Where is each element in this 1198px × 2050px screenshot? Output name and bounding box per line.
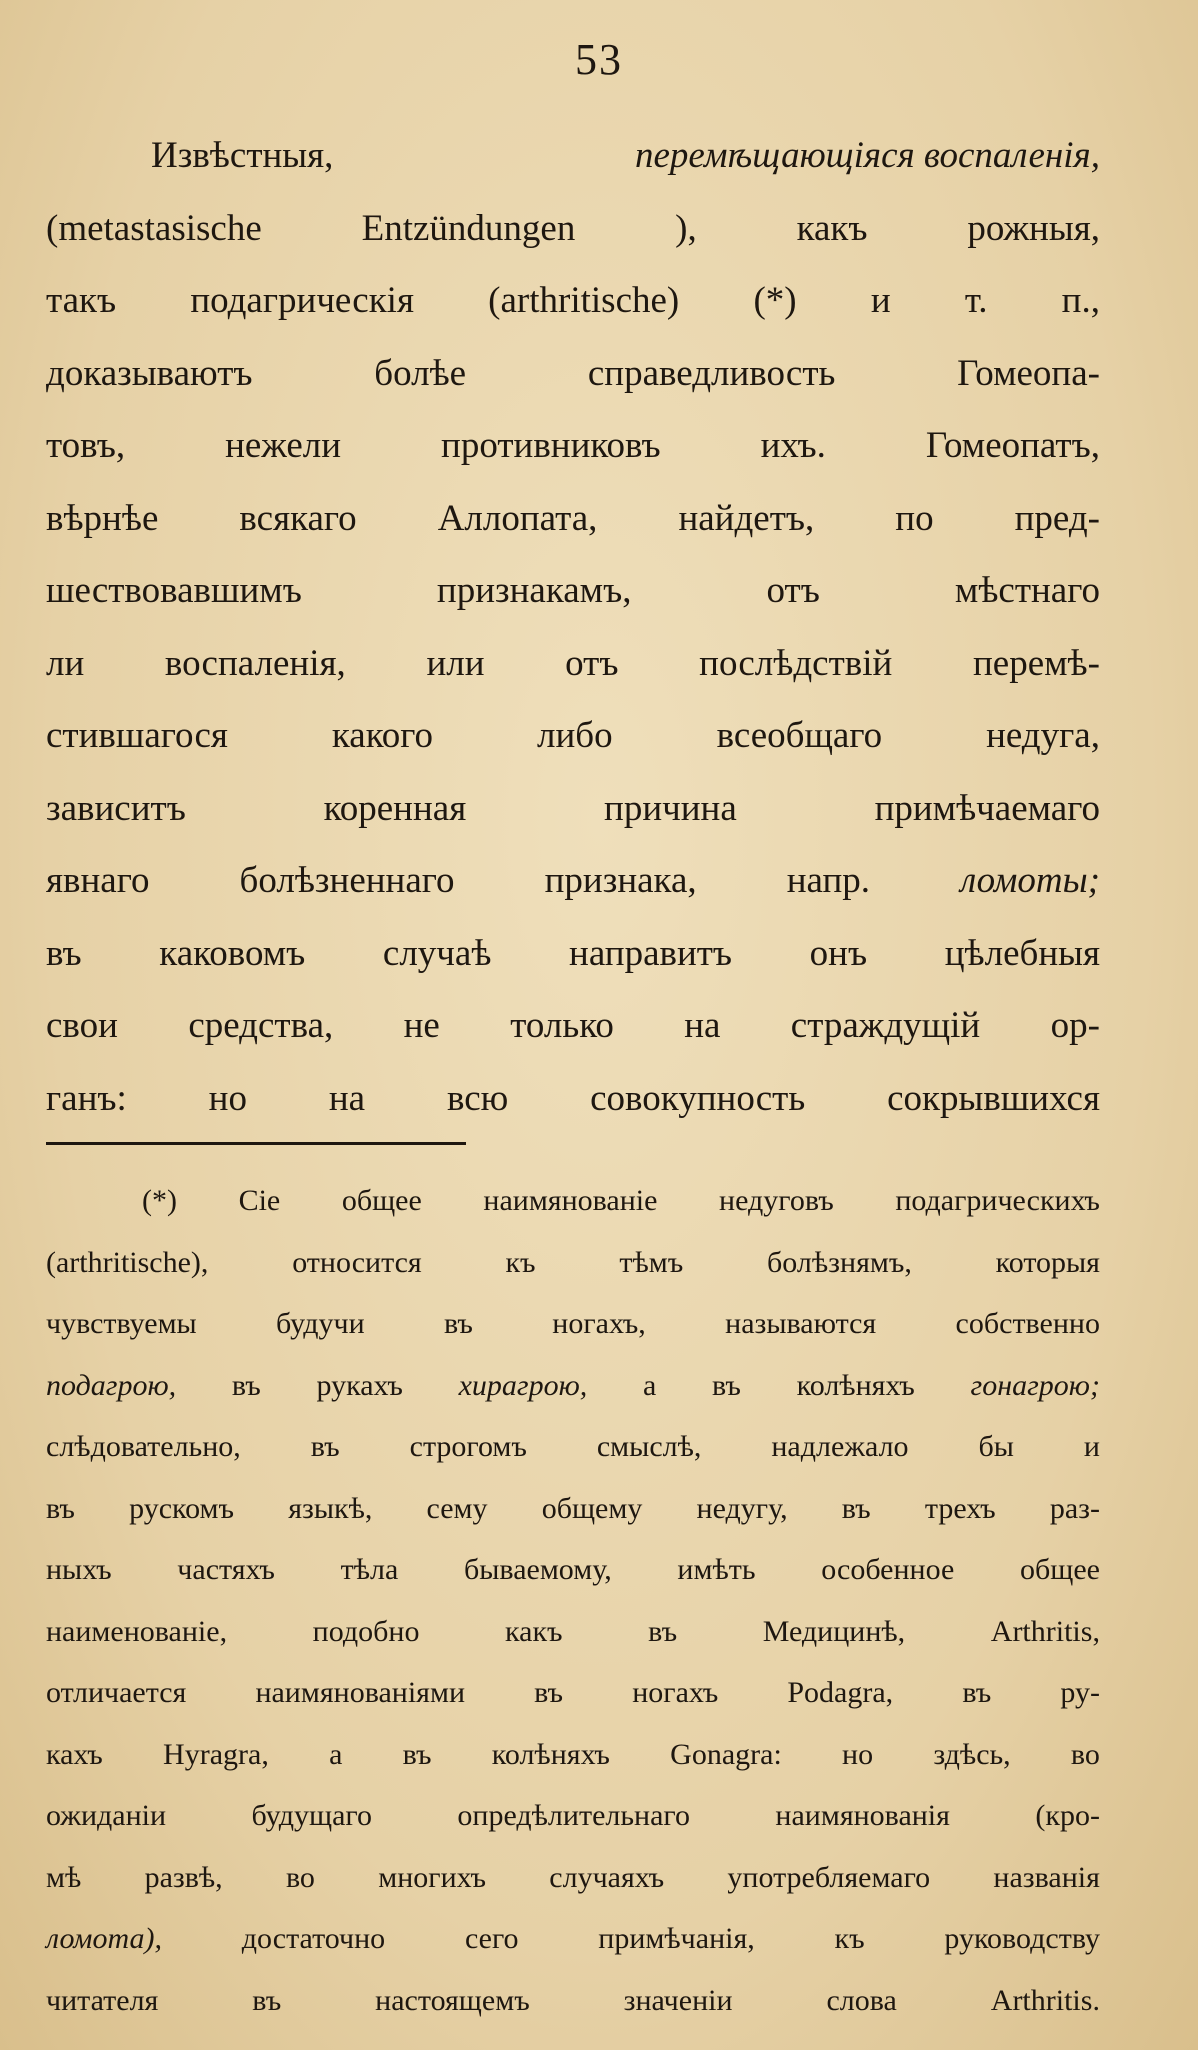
word: тѣла xyxy=(340,1553,399,1586)
word: всеобщаго xyxy=(716,715,883,756)
footnote-line xyxy=(46,1970,1100,2032)
word: наимянованія xyxy=(775,1799,950,1832)
word: общее xyxy=(1020,1553,1100,1586)
word: въ xyxy=(231,1368,261,1402)
word: найдетъ, xyxy=(678,497,815,539)
footnote-line xyxy=(46,1170,1100,1232)
word: примѣчанія, xyxy=(598,1922,755,1955)
footnote-line xyxy=(46,1908,1100,1970)
word: на xyxy=(684,1005,721,1046)
word: чувствуемы xyxy=(46,1307,197,1340)
word: (arthritische), xyxy=(46,1245,209,1279)
word: напр. xyxy=(786,860,870,901)
word: въ xyxy=(444,1307,473,1340)
word: ор- xyxy=(1050,1005,1100,1046)
word: употребляемаго xyxy=(727,1860,931,1894)
word: Hyragra, xyxy=(163,1737,269,1771)
text-line xyxy=(46,773,1100,846)
word: въ xyxy=(46,932,82,974)
footnote-line xyxy=(46,1232,1100,1294)
word: нежели xyxy=(225,425,342,466)
word: какого xyxy=(331,715,434,756)
word: въ xyxy=(534,1676,564,1709)
word: болѣзненнаго xyxy=(239,860,455,901)
word: въ xyxy=(648,1614,678,1648)
footnote-line xyxy=(46,1601,1100,1663)
word: товъ, xyxy=(46,425,126,466)
word: опредѣлительнаго xyxy=(457,1799,690,1832)
word: слова xyxy=(826,1983,897,2017)
footnote-line xyxy=(46,1539,1100,1601)
word: названія xyxy=(993,1860,1100,1894)
word: трехъ xyxy=(924,1491,996,1525)
word: подобно xyxy=(312,1614,420,1648)
word: но xyxy=(208,1077,247,1119)
word: въ xyxy=(841,1491,871,1525)
word: въ xyxy=(712,1368,741,1402)
word: Медицинѣ, xyxy=(762,1614,906,1648)
word: примѣчаемаго xyxy=(874,787,1100,829)
word: Гомеопа- xyxy=(957,352,1100,394)
word: коренная xyxy=(323,787,467,829)
word: справедливость xyxy=(587,352,836,394)
word: пред- xyxy=(1014,497,1100,539)
text-line xyxy=(46,700,1100,773)
word: рожныя, xyxy=(967,207,1100,249)
text-line xyxy=(46,483,1100,556)
word: подагрою, xyxy=(46,1368,177,1402)
word: смыслѣ, xyxy=(596,1430,702,1463)
word: рукахъ xyxy=(316,1368,403,1402)
word: наименованіе, xyxy=(46,1614,228,1648)
word: онъ xyxy=(809,932,868,974)
word: подагрическихъ xyxy=(895,1184,1100,1217)
text-line xyxy=(46,628,1100,701)
word: п., xyxy=(1061,280,1100,321)
footnote-line xyxy=(46,1662,1100,1724)
word: ихъ. xyxy=(760,425,826,466)
word: особенное xyxy=(821,1553,955,1586)
word: Arthritis. xyxy=(990,1983,1100,2017)
word: ломота), xyxy=(46,1922,162,1955)
word: кахъ xyxy=(46,1737,103,1771)
word: явнаго xyxy=(46,860,150,901)
text-line xyxy=(46,845,1100,918)
word: во xyxy=(285,1860,315,1894)
word: будущаго xyxy=(251,1799,372,1832)
word: Извѣстныя, xyxy=(151,135,334,176)
word: здѣсь, xyxy=(933,1737,1011,1771)
word: наимянованіями xyxy=(255,1676,466,1709)
word: общему xyxy=(541,1491,643,1525)
word: колѣняхъ xyxy=(796,1368,915,1402)
word: направитъ xyxy=(569,932,733,974)
word: признака, xyxy=(544,860,697,901)
word: недуга, xyxy=(986,715,1100,756)
word: либо xyxy=(537,715,613,756)
word: отъ xyxy=(565,642,619,684)
word: имѣть xyxy=(677,1553,756,1586)
word: настоящемъ xyxy=(375,1983,530,2017)
word: къ xyxy=(834,1922,865,1955)
word: бы xyxy=(978,1430,1014,1463)
word: Аллопата, xyxy=(437,497,598,539)
word: ломоты; xyxy=(960,860,1100,901)
word: колѣняхъ xyxy=(491,1737,610,1771)
word: шествовавшимъ xyxy=(46,570,302,611)
word: раз- xyxy=(1049,1491,1100,1525)
word: или xyxy=(426,642,485,684)
word: Arthritis, xyxy=(990,1614,1100,1648)
word: цѣлебныя xyxy=(944,932,1100,974)
word: въ xyxy=(402,1737,432,1771)
word: совокупность xyxy=(590,1077,806,1119)
word: всю xyxy=(446,1077,509,1119)
word: читателя xyxy=(46,1983,159,2017)
word: (metastasische xyxy=(46,207,262,249)
word: языкѣ, xyxy=(288,1491,373,1525)
word: достаточно xyxy=(241,1922,386,1955)
word: всякаго xyxy=(239,497,357,539)
word: строгомъ xyxy=(409,1430,527,1463)
word: не xyxy=(403,1005,440,1046)
word: Гомеопатъ, xyxy=(925,425,1100,466)
word: Podagra, xyxy=(787,1676,894,1709)
word: ногахъ, xyxy=(552,1307,646,1340)
word: ногахъ xyxy=(632,1676,719,1709)
word: Сіе xyxy=(238,1184,281,1217)
word: въ xyxy=(962,1676,992,1709)
word: ганъ: xyxy=(46,1077,127,1119)
word: вѣрнѣе xyxy=(46,497,159,539)
word: недугу, xyxy=(696,1491,788,1525)
word: мѣстнаго xyxy=(954,570,1100,611)
word: слѣдовательно, xyxy=(46,1430,241,1463)
word: сокрывшихся xyxy=(887,1077,1100,1119)
word: и xyxy=(1083,1430,1100,1463)
word: ли xyxy=(46,642,85,684)
word: отличается xyxy=(46,1676,187,1709)
text-line xyxy=(46,410,1100,483)
word: сего xyxy=(464,1922,519,1955)
word: наимянованіе xyxy=(483,1184,658,1217)
word: въ xyxy=(46,1491,75,1525)
word: собственно xyxy=(955,1307,1100,1340)
word: гонагрою; xyxy=(970,1368,1100,1402)
page-number: 53 xyxy=(575,35,623,84)
word: свои xyxy=(46,1005,118,1046)
word: относится xyxy=(292,1245,422,1279)
word: будучи xyxy=(276,1307,365,1340)
word: недуговъ xyxy=(719,1184,834,1217)
word: бываемому, xyxy=(464,1553,612,1586)
word: отъ xyxy=(766,570,820,611)
word: воспаленія, xyxy=(164,642,346,684)
word: Gonagra: xyxy=(670,1737,782,1771)
word: причина xyxy=(604,787,737,829)
word: (кро- xyxy=(1035,1799,1100,1832)
footnote-line xyxy=(46,1355,1100,1417)
word: (*) xyxy=(142,1184,177,1217)
word: признакамъ, xyxy=(436,570,632,611)
word: т. xyxy=(964,280,988,321)
word: а xyxy=(329,1737,343,1771)
word: значеніи xyxy=(623,1983,733,2017)
word: ожиданіи xyxy=(46,1799,167,1832)
footnote-line xyxy=(46,1847,1100,1909)
word: а xyxy=(642,1368,657,1402)
main-text xyxy=(46,120,1100,1135)
word: стившагося xyxy=(46,715,228,756)
word: которыя xyxy=(995,1245,1100,1279)
word: многихъ xyxy=(378,1860,486,1894)
text-line xyxy=(46,1063,1100,1136)
word: перемѣщающіяся воспаленія, xyxy=(635,135,1100,176)
text-line xyxy=(46,120,1100,193)
word: такъ xyxy=(46,280,117,321)
word: называются xyxy=(725,1307,877,1340)
word: руководству xyxy=(944,1922,1100,1955)
word: средства, xyxy=(188,1005,334,1046)
word: болѣзнямъ, xyxy=(767,1245,912,1279)
word: болѣе xyxy=(374,352,467,394)
word: ), xyxy=(675,207,697,249)
word: къ xyxy=(505,1245,536,1279)
word: случаѣ xyxy=(382,932,492,974)
word: въ xyxy=(310,1430,340,1463)
text-line xyxy=(46,555,1100,628)
word: по xyxy=(895,497,934,539)
text-line xyxy=(46,193,1100,266)
text-line xyxy=(46,918,1100,991)
word: (*) xyxy=(753,280,797,321)
footnote-line xyxy=(46,1416,1100,1478)
word: только xyxy=(510,1005,614,1046)
footnote-line xyxy=(46,1293,1100,1355)
footnote xyxy=(46,1170,1100,2031)
word: противниковъ xyxy=(441,425,661,466)
word: тѣмъ xyxy=(619,1245,684,1279)
word: зависитъ xyxy=(46,787,186,829)
word: но xyxy=(842,1737,874,1771)
word: и xyxy=(870,280,891,321)
word: Entzündungen xyxy=(361,207,576,249)
word: мѣ xyxy=(46,1860,82,1894)
word: страждущій xyxy=(790,1005,981,1046)
word: частяхъ xyxy=(177,1553,275,1586)
word: ныхъ xyxy=(46,1553,112,1586)
word: надлежало xyxy=(771,1430,909,1463)
text-line xyxy=(46,990,1100,1063)
word: въ xyxy=(252,1983,282,2017)
word: ру- xyxy=(1060,1676,1100,1709)
word: общее xyxy=(341,1184,422,1217)
footnote-line xyxy=(46,1724,1100,1786)
word: какъ xyxy=(796,207,868,249)
word: во xyxy=(1070,1737,1100,1771)
word: на xyxy=(328,1077,366,1119)
footnote-line xyxy=(46,1785,1100,1847)
word: (arthritische) xyxy=(488,280,680,321)
word: доказываютъ xyxy=(46,352,253,394)
footnote-separator xyxy=(46,1142,466,1145)
word: случаяхъ xyxy=(549,1860,665,1894)
word: перемѣ- xyxy=(972,642,1100,684)
footnote-line xyxy=(46,1478,1100,1540)
word: подагрическія xyxy=(190,280,414,321)
word: послѣдствій xyxy=(699,642,893,684)
word: рускомъ xyxy=(129,1491,235,1525)
text-line xyxy=(46,338,1100,411)
word: развѣ, xyxy=(144,1860,223,1894)
word: каковомъ xyxy=(159,932,306,974)
word: хирагрою, xyxy=(458,1368,588,1402)
text-line xyxy=(46,265,1100,338)
word: какъ xyxy=(505,1614,563,1648)
word: сему xyxy=(426,1491,488,1525)
